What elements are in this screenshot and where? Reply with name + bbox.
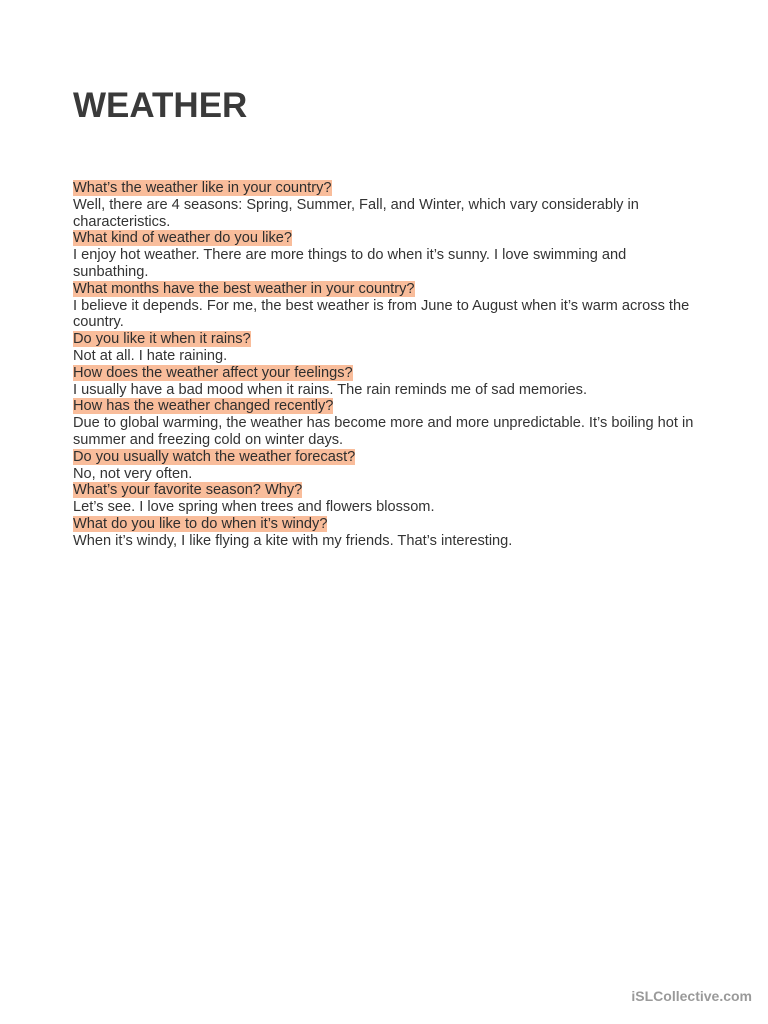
page-title: WEATHER [73,86,248,125]
answer-text: Not at all. I hate raining. [73,347,228,364]
qa-item [73,516,703,550]
question-highlight [73,449,703,466]
question-text: How does the weather affect your feelings? [73,364,353,381]
question-highlight [73,281,703,298]
question-text: What do you like to do when it’s windy? [73,515,328,532]
qa-item [73,331,703,365]
answer-text: No, not very often. [73,465,193,482]
qa-item [73,365,703,399]
answer-text: Well, there are 4 seasons: Spring, Summer, Fall, and Winter, which vary considerably in characteristics. [73,196,639,230]
answer-text: Due to global warming, the weather has become more and more unpredictable. It’s boiling hot in summer and freezing cold on winter days. [73,415,694,448]
question-text: What months have the best weather in your country? [73,280,415,297]
answer-text: I usually have a bad mood when it rains. The rain reminds me of sad memories. [73,381,588,398]
answer-text: When it’s windy, I like flying a kite with my friends. That’s interesting. [73,532,513,549]
question-highlight [73,398,703,415]
question-highlight [73,516,703,533]
question-highlight [73,482,703,499]
question-highlight [73,365,703,382]
qa-item [73,180,703,230]
footer-brand-watermark: iSLCollective.com [631,988,752,1004]
qa-list [73,180,703,550]
question-highlight [73,230,703,247]
question-text: How has the weather changed recently? [73,398,334,415]
answer-text: Let’s see. I love spring when trees and flowers blossom. [73,499,435,516]
question-text: What kind of weather do you like? [73,230,293,247]
question-highlight [73,331,703,348]
qa-item [73,398,703,448]
question-text: What’s the weather like in your country? [73,180,332,196]
question-highlight [73,180,703,197]
question-text: Do you like it when it rains? [73,331,251,348]
answer-text: I enjoy hot weather. There are more things to do when it’s sunny. I love swimming and sunbathing. [73,247,627,280]
question-text: Do you usually watch the weather forecast? [73,448,356,465]
qa-item [73,230,703,280]
qa-item [73,449,703,483]
qa-item [73,482,703,516]
qa-item [73,281,703,331]
question-text: What’s your favorite season? Why? [73,482,303,499]
answer-text: I believe it depends. For me, the best weather is from June to August when it’s warm across the country. [73,297,690,331]
